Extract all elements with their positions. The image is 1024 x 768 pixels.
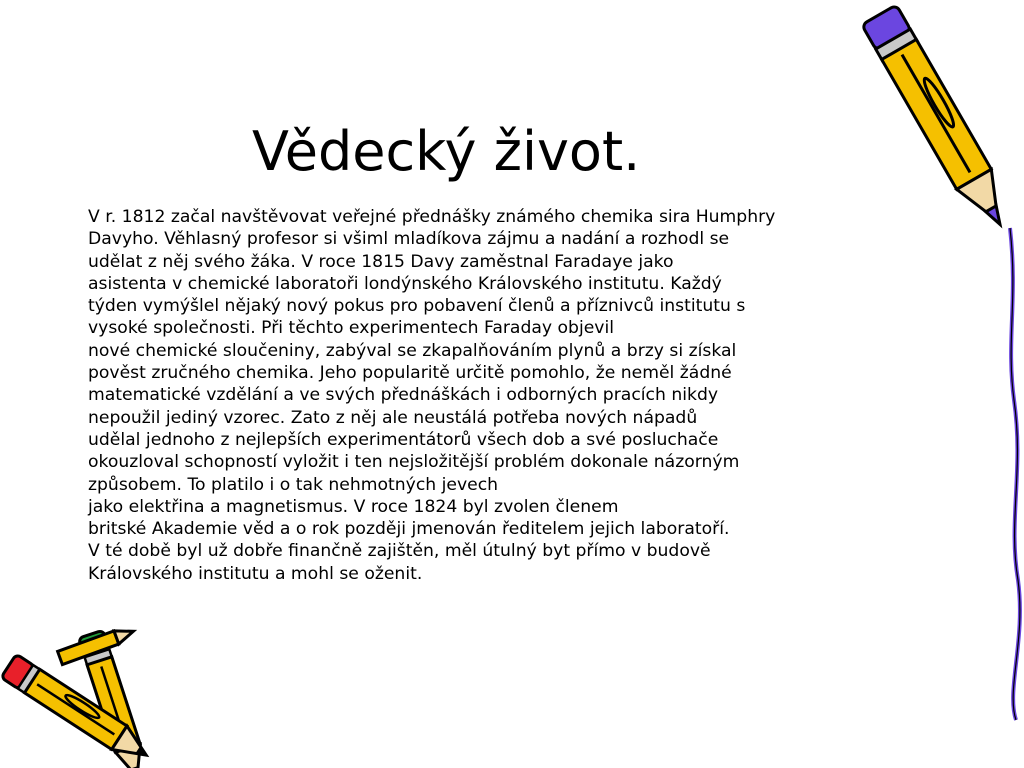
body-line: nové chemické sloučeniny, zabýval se zkapalňováním plynů a brzy si získal: [88, 340, 737, 361]
body-line: okouzloval schopností vyložit i ten nejsložitější problém dokonale názorným: [88, 452, 740, 473]
body-line: způsobem. To platilo i o tak nehmotných jevech: [88, 474, 499, 495]
body-line: udělal jednoho z nejlepších experimentátorů všech dob a své posluchače: [88, 429, 719, 450]
slide-title: Vědecký život.: [252, 120, 641, 183]
body-line: britské Akademie věd a o rok později jmenován ředitelem jejich laboratoří.: [88, 519, 730, 540]
body-line: Královského institutu a mohl se oženit.: [88, 563, 423, 584]
body-line: pověst zručného chemika. Jeho popularitě určitě pomohlo, že neměl žádné: [88, 363, 732, 384]
body-line: udělat z něj svého žáka. V roce 1815 Davy zaměstnal Faradaye jako: [88, 251, 674, 272]
body-line: vysoké společnosti. Při těchto experimentech Faraday objevil: [88, 318, 615, 339]
body-line: Davyho. Věhlasný profesor si všiml mladíkova zájmu a nadání a rozhodl se: [88, 229, 730, 250]
body-line: týden vymýšlel nějaký nový pokus pro pobavení členů a příznivců institutu s: [88, 296, 746, 317]
body-line: jako elektřina a magnetismus. V roce 1824 byl zvolen členem: [88, 496, 619, 517]
crossed-pencils-icon: [0, 618, 190, 768]
body-line: V té době byl už dobře finančně zajištěn, měl útulný byt přímo v budově: [88, 541, 711, 562]
yellow-pencil-icon: [820, 0, 1024, 768]
body-line: V r. 1812 začal navštěvovat veřejné přednášky známého chemika sira Humphry: [88, 207, 776, 227]
body-line: asistenta v chemické laboratoři londýnského Královského institutu. Každý: [88, 273, 722, 294]
body-line: matematické vzdělání a ve svých přednáškách i odborných pracích nikdy: [88, 385, 719, 406]
body-line: nepoužil jediný vzorec. Zato z něj ale neustálá potřeba nových nápadů: [88, 407, 698, 428]
